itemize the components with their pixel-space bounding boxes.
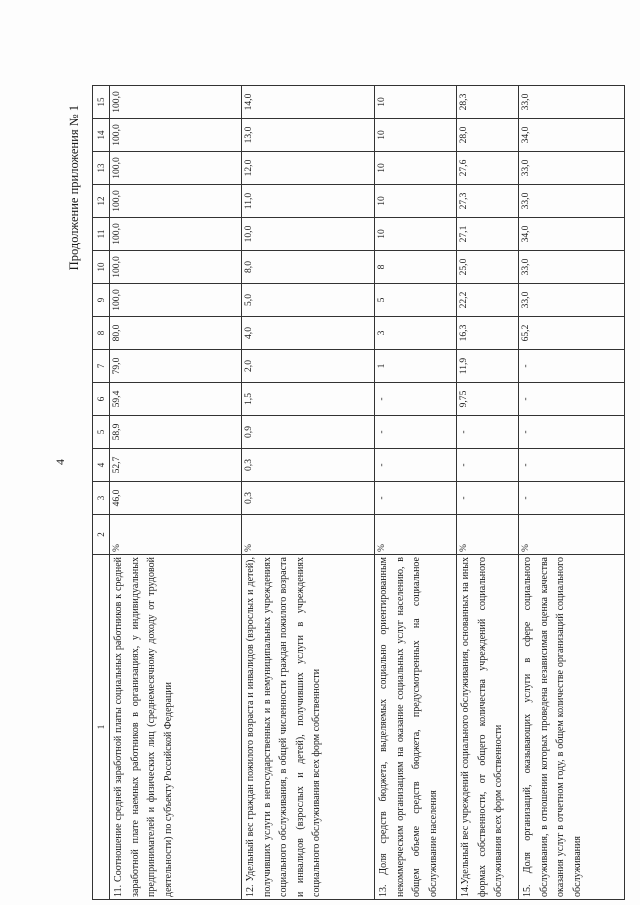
indicator-value: 59,4 — [110, 383, 242, 416]
column-number: 15 — [93, 86, 110, 119]
indicator-value: 11,0 — [242, 185, 375, 218]
indicator-value: 27,1 — [457, 218, 519, 251]
table-row — [519, 86, 625, 900]
indicator-value: - — [519, 383, 625, 416]
indicator-value: 16,3 — [457, 317, 519, 350]
indicator-value: 33,0 — [519, 251, 625, 284]
indicator-value: 8,0 — [242, 251, 375, 284]
table-row — [242, 86, 375, 900]
indicator-unit: % — [110, 515, 242, 555]
indicator-value: 10 — [375, 218, 457, 251]
indicator-value: 34,0 — [519, 218, 625, 251]
indicator-value: 3 — [375, 317, 457, 350]
indicator-unit: % — [242, 515, 375, 555]
indicator-value: 9,75 — [457, 383, 519, 416]
indicator-value: 27,3 — [457, 185, 519, 218]
indicator-table — [92, 85, 625, 900]
indicator-value: 10 — [375, 185, 457, 218]
indicator-value: 5 — [375, 284, 457, 317]
indicator-value: 33,0 — [519, 185, 625, 218]
indicator-value: 33,0 — [519, 86, 625, 119]
column-number: 10 — [93, 251, 110, 284]
indicator-value: 22,2 — [457, 284, 519, 317]
indicator-value: 1,5 — [242, 383, 375, 416]
table-row — [457, 86, 519, 900]
indicator-value: 0,9 — [242, 416, 375, 449]
indicator-value: 2,0 — [242, 350, 375, 383]
column-number: 8 — [93, 317, 110, 350]
column-number: 5 — [93, 416, 110, 449]
column-number: 13 — [93, 152, 110, 185]
indicator-value: - — [519, 482, 625, 515]
indicator-value: 33,0 — [519, 152, 625, 185]
column-number: 11 — [93, 218, 110, 251]
indicator-value: - — [375, 383, 457, 416]
indicator-value: - — [457, 482, 519, 515]
indicator-value: 14,0 — [242, 86, 375, 119]
indicator-value: 10 — [375, 152, 457, 185]
continuation-label: Продолжение приложения № 1 — [67, 105, 81, 271]
indicator-value: 0,3 — [242, 449, 375, 482]
indicator-value: 100,0 — [110, 152, 242, 185]
indicator-value: 28,0 — [457, 119, 519, 152]
indicator-value: 100,0 — [110, 185, 242, 218]
column-number-row — [93, 86, 110, 900]
indicator-value: 28,3 — [457, 86, 519, 119]
indicator-value: 80,0 — [110, 317, 242, 350]
indicator-value: 27,6 — [457, 152, 519, 185]
indicator-value: 10 — [375, 86, 457, 119]
column-number: 3 — [93, 482, 110, 515]
column-number: 4 — [93, 449, 110, 482]
indicator-unit: % — [457, 515, 519, 555]
column-number: 9 — [93, 284, 110, 317]
indicator-value: 100,0 — [110, 251, 242, 284]
column-number: 1 — [93, 555, 110, 900]
indicator-value: 13,0 — [242, 119, 375, 152]
column-number: 7 — [93, 350, 110, 383]
indicator-description: 12. Удельный вес граждан пожилого возраста и инвалидов (взрослых и детей), получивших услуги в негосударственных и в немуниципальных учреждениях социального обслуживания, в общей численности граждан пожилого возраста и инвалидов (взрослых и детей), получивших услуги в учреждениях социального обслуживания всех форм собственности — [242, 555, 375, 900]
indicator-unit: % — [375, 515, 457, 555]
indicator-value: 1 — [375, 350, 457, 383]
indicator-value: 100,0 — [110, 218, 242, 251]
indicator-value: 46,0 — [110, 482, 242, 515]
indicator-value: - — [519, 350, 625, 383]
column-number: 6 — [93, 383, 110, 416]
indicator-description: 15. Доля организаций, оказывающих услуги в сфере социального обслуживания, в отношении которых проведена независимая оценка качества оказания услуг в отчетном году, в общем количестве организаций социального обслуживания — [519, 555, 625, 900]
indicator-value: 4,0 — [242, 317, 375, 350]
indicator-value: 12,0 — [242, 152, 375, 185]
indicator-value: 100,0 — [110, 86, 242, 119]
indicator-value: - — [519, 449, 625, 482]
indicator-value: 10 — [375, 119, 457, 152]
indicator-unit: % — [519, 515, 625, 555]
indicator-value: 79,0 — [110, 350, 242, 383]
indicator-value: 100,0 — [110, 119, 242, 152]
indicator-value: - — [375, 449, 457, 482]
indicator-value: 52,7 — [110, 449, 242, 482]
indicator-value: - — [375, 416, 457, 449]
indicator-value: 11,9 — [457, 350, 519, 383]
indicator-value: 58,9 — [110, 416, 242, 449]
column-number: 14 — [93, 119, 110, 152]
indicator-description: 13. Доля средств бюджета, выделяемых социально ориентированным некоммерческим организациям на оказание социальных услуг населению, в общем объеме средств бюджета, предусмотренных на социальное обслуживание населения — [375, 555, 457, 900]
indicator-value: - — [457, 416, 519, 449]
page-number: 4 — [53, 459, 67, 465]
indicator-value: - — [457, 449, 519, 482]
indicator-value: 100,0 — [110, 284, 242, 317]
column-number: 12 — [93, 185, 110, 218]
column-number: 2 — [93, 515, 110, 555]
indicator-value: 33,0 — [519, 284, 625, 317]
indicator-value: 8 — [375, 251, 457, 284]
indicator-value: - — [519, 416, 625, 449]
table-row — [110, 86, 242, 900]
indicator-value: 10,0 — [242, 218, 375, 251]
indicator-value: 34,0 — [519, 119, 625, 152]
indicator-description: 14.Удельный вес учреждений социального обслуживания, основанных на иных формах собственности, от общего количества учреждений социального обслуживания всех форм собственности — [457, 555, 519, 900]
indicator-value: 5,0 — [242, 284, 375, 317]
indicator-value: - — [375, 482, 457, 515]
indicator-value: 25,0 — [457, 251, 519, 284]
indicator-description: 11. Соотношение средней заработной платы социальных работников к средней заработной плате наемных работников в организациях, у индивидуальных предпринимателей и физических лиц (среднемесячному доходу от трудовой деятельности) по субъекту Российской Федерации — [110, 555, 242, 900]
table-row — [375, 86, 457, 900]
indicator-value: 0,3 — [242, 482, 375, 515]
indicator-value: 65,2 — [519, 317, 625, 350]
